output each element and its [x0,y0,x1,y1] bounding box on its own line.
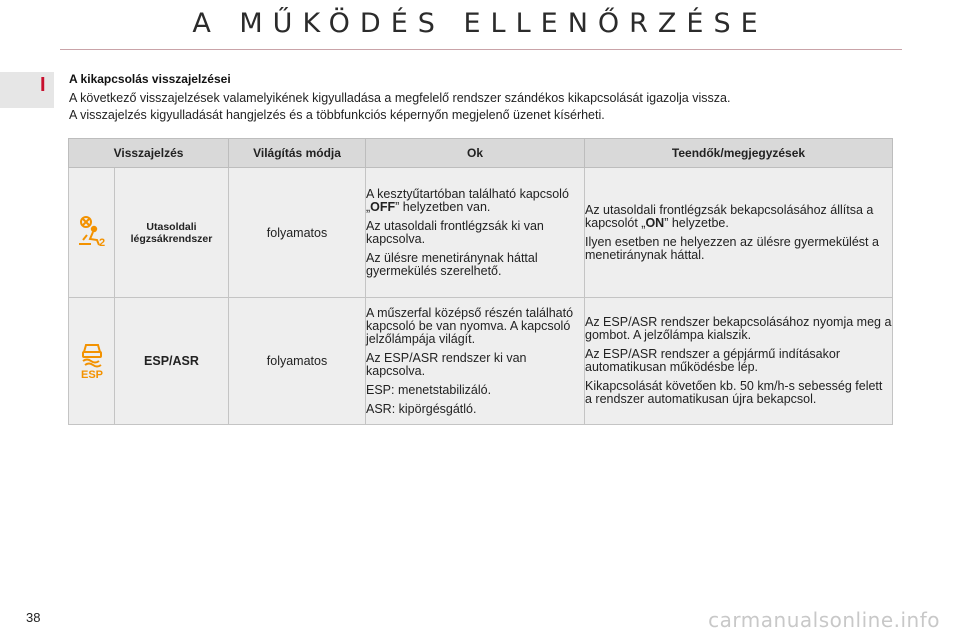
action-paragraph: Az ESP/ASR rendszer bekapcsolásához nyomja meg a gombot. A jelzőlámpa kialszik. [585,315,892,342]
cause-cell [366,298,585,425]
chapter-tab [0,72,54,108]
header-lighting-mode: Világítás módja [229,139,366,168]
table-row [69,168,893,298]
header-cause: Ok [366,139,585,168]
cause-paragraph: A műszerfal középső részén található kapcsoló be van nyomva. A kapcsoló jelzőlámpája világít. [366,305,574,346]
icon-cell [69,168,115,298]
header-indicator: Visszajelzés [69,139,229,168]
switch-position-on: ON [645,215,665,230]
page-number: 38 [26,610,41,625]
intro-line-2: A visszajelzés kigyulladását hangjelzés és a többfunkciós képernyőn megjelenő üzenet kísérheti. [69,108,605,122]
header-action: Teendők/megjegyzések [585,139,893,168]
cause-paragraph [366,188,584,214]
section-heading: A kikapcsolás visszajelzései [69,72,231,86]
action-paragraph: Kikapcsolását követően kb. 50 km/h-s sebesség felett a rendszer automatikusan újra bekapcsol. [585,379,883,406]
indicator-name [115,168,229,298]
table-header-row [69,139,893,168]
lighting-mode: folyamatos [229,298,366,425]
passenger-airbag-off-icon [75,237,109,251]
cause-paragraph: Az ülésre menetiránynak háttal gyermekülés szerelhető. [366,250,538,278]
cause-text: A kesztyűtartóban található kapcsoló „ [366,186,569,214]
chapter-marker: I [40,74,46,96]
action-paragraph [585,204,892,230]
action-text: ” helyzetbe. [664,215,729,230]
cause-paragraph: Az utasoldali frontlégzsák ki van kapcsolva. [366,218,544,246]
cause-paragraph: ESP: menetstabilizáló. [366,382,492,397]
watermark: carmanualsonline.info [708,608,940,632]
indicator-name-line-1: Utasoldali [146,220,197,233]
action-paragraph: Az ESP/ASR rendszer a gépjármű indításakor automatikusan működésbe lép. [585,347,840,374]
cause-paragraph: Az ESP/ASR rendszer ki van kapcsolva. [366,350,527,378]
page-title: A MŰKÖDÉS ELLENŐRZÉSE [192,8,768,39]
action-text: Az utasoldali frontlégzsák bekapcsolásához állítsa a kapcsolót „ [585,202,874,230]
title-divider [60,49,902,50]
table-row [69,298,893,425]
esp-icon-label: ESP [80,368,103,380]
action-cell [585,298,893,425]
indicator-name: ESP/ASR [115,298,229,425]
esp-off-icon [77,369,107,383]
indicator-table [68,138,893,425]
switch-position-off: OFF [370,199,396,214]
intro-line-1: A következő visszajelzések valamelyikének kigyulladása a megfelelő rendszer szándékos kikapcsolását igazolja vissza. [69,91,731,105]
action-cell [585,168,893,298]
indicator-name-line-2: légzsákrendszer [130,232,213,245]
svg-text:2: 2 [98,237,105,248]
lighting-mode: folyamatos [229,168,366,298]
cause-cell [366,168,585,298]
action-paragraph: Ilyen esetben ne helyezzen az ülésre gyermekülést a menetiránynak háttal. [585,234,879,262]
cause-text: ” helyzetben van. [395,199,491,214]
icon-cell [69,298,115,425]
cause-paragraph: ASR: kipörgésgátló. [366,401,477,416]
